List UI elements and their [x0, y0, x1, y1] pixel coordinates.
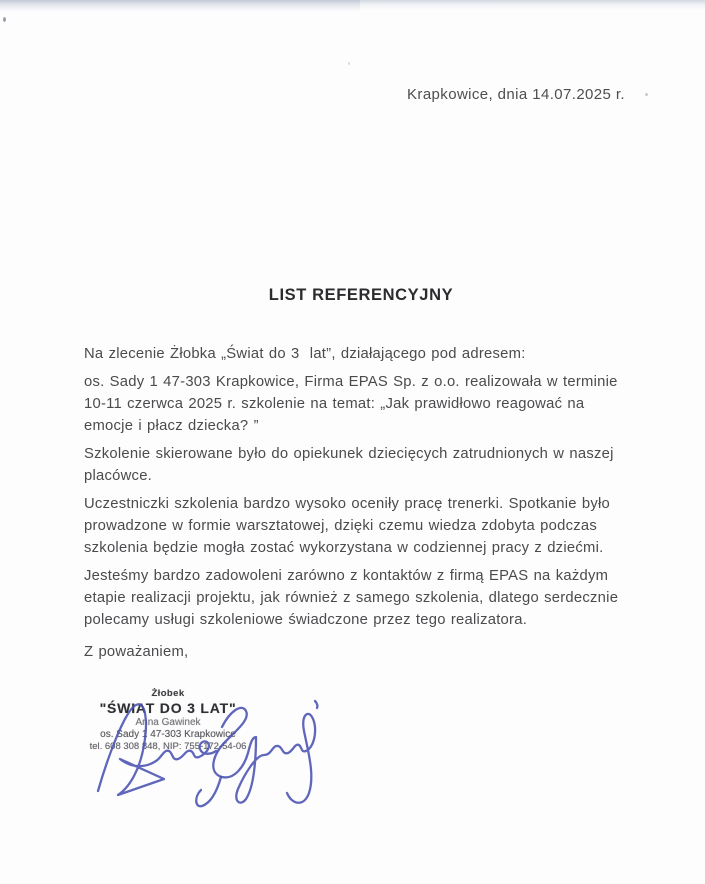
stamp-person-name: Anna Gawinek [135, 717, 201, 728]
paragraph-line: Na zlecenie Żłobka „Świat do 3 lat”, działającego pod adresem: [84, 346, 526, 362]
paragraph-line: emocje i płacz dziecka? ” [84, 418, 259, 434]
closing-salutation [84, 641, 644, 663]
paragraph-line: Jesteśmy bardzo zadowoleni zarówno z kontaktów z firmą EPAS na każdym [84, 568, 609, 584]
paragraph-line: polecamy usługi szkoleniowe świadczone przez tego realizatora. [84, 612, 528, 628]
paragraph-line: Uczestniczki szkolenia bardzo wysoko oceniły pracę trenerki. Spotkanie było [84, 496, 611, 512]
paragraph-commission [84, 343, 644, 365]
stamp-address: os. Sady 1 47-303 Krapkowice [100, 729, 236, 740]
stamp-institution-name: "ŚWIAT DO 3 LAT" [99, 700, 237, 716]
paragraph-recommendation [84, 565, 644, 631]
paragraph-line: prowadzone w formie warsztatowej, dzięki czemu wiedza zdobyta podczas [84, 518, 597, 534]
handwritten-signature-ink [72, 693, 322, 815]
scan-speck [3, 17, 6, 22]
date-line: Krapkowice, dnia 14.07.2025 r. [407, 86, 625, 103]
paragraph-line: szkolenia będzie mogła zostać wykorzystana w codziennej pracy z dziećmi. [84, 540, 604, 556]
paragraph-feedback [84, 493, 644, 559]
scan-speck [348, 62, 350, 65]
paragraph-line: os. Sady 1 47-303 Krapkowice, Firma EPAS Sp. z o.o. realizowała w terminie [84, 374, 618, 390]
paragraph-audience [84, 443, 644, 487]
paragraph-line: Z poważaniem, [84, 644, 189, 660]
letter-body [84, 343, 644, 669]
stamp-institution-type: Żłobek [151, 688, 185, 699]
paragraph-line: 10-11 czerwca 2025 r. szkolenie na temat: „Jak prawidłowo reagować na [84, 396, 585, 412]
stamp-phone-nip: tel. 608 308 848, NIP: 755-172-54-06 [89, 741, 247, 752]
letter-title: LIST REFERENCYJNY [268, 286, 454, 304]
scan-shadow-top-left [0, 0, 360, 12]
scan-speck [645, 93, 648, 96]
paragraph-line: Szkolenie skierowane było do opiekunek dziecięcych zatrudnionych w naszej [84, 446, 614, 462]
paragraph-training-details [84, 371, 644, 437]
paragraph-line: placówce. [84, 468, 153, 484]
paragraph-line: etapie realizacji projektu, jak również z samego szkolenia, dlatego serdecznie [84, 590, 619, 606]
